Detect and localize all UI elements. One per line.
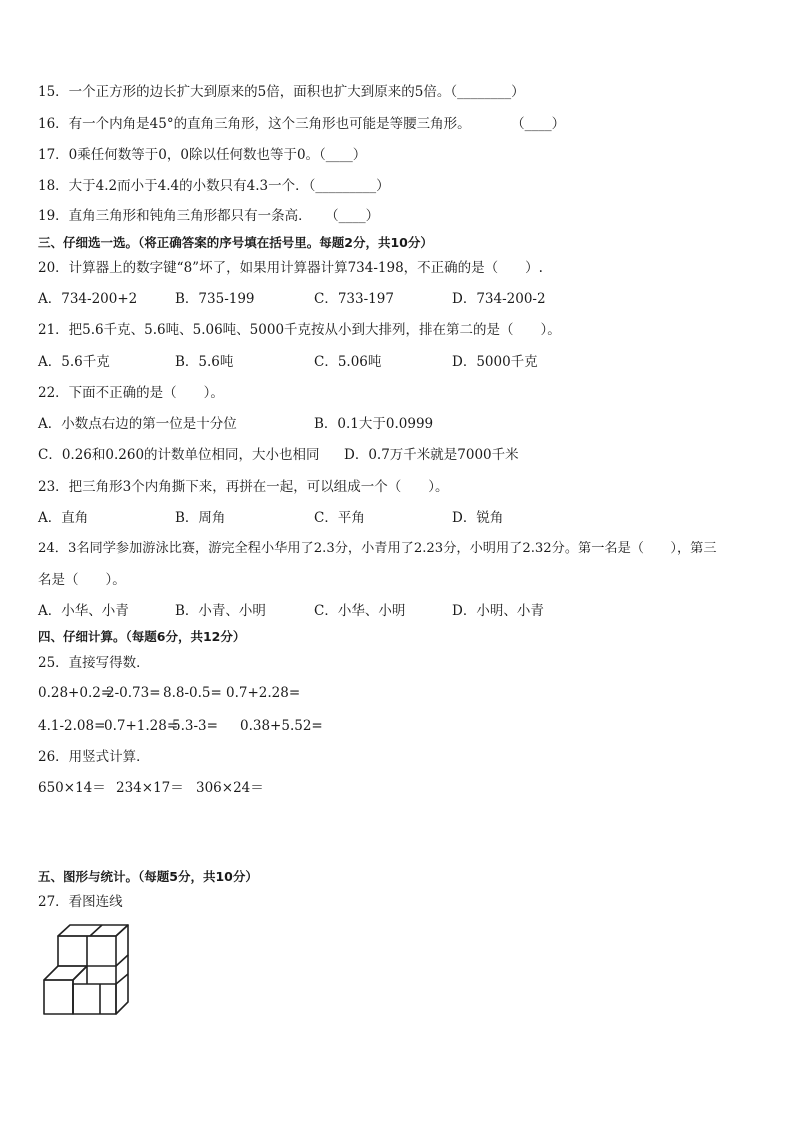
section-3-heading: 三、仔细选一选。（将正确答案的序号填在括号里。每题2分，共10分） xyxy=(38,235,433,250)
question-17: 17．0乘任何数等于0，0除以任何数也等于0。（____） xyxy=(38,147,367,163)
question-21: 21．把5.6千克、5.6吨、5.06吨、5000千克按从小到大排列，排在第二的是（ ）。 xyxy=(38,322,561,338)
option-c[interactable]: C．0.26和0.260的计数单位相同，大小也相同 xyxy=(38,447,320,463)
option-c[interactable]: C．平角 xyxy=(314,510,365,526)
question-22: 22．下面不正确的是（ ）。 xyxy=(38,385,224,401)
option-a[interactable]: A．直角 xyxy=(38,510,89,526)
expression: 4.1-2.08= xyxy=(38,718,106,734)
question-16: 16．有一个内角是45°的直角三角形，这个三角形也可能是等腰三角形。 （____） xyxy=(38,116,566,132)
option-b[interactable]: B．0.1大于0.0999 xyxy=(314,416,434,432)
section-5-heading: 五、图形与统计。（每题5分，共10分） xyxy=(38,869,258,884)
expression: 650×14＝ xyxy=(38,780,106,796)
question-23: 23．把三角形3个内角撕下来，再拼在一起，可以组成一个（ ）。 xyxy=(38,479,449,495)
cube-stack-figure xyxy=(38,922,130,1020)
cube-stack-drawing xyxy=(38,922,130,1020)
option-c[interactable]: C．733-197 xyxy=(314,291,394,307)
question-25: 25．直接写得数． xyxy=(38,655,150,671)
question-19: 19．直角三角形和钝角三角形都只有一条高． （____） xyxy=(38,208,380,224)
option-d[interactable]: D．5000千克 xyxy=(452,354,538,370)
option-d[interactable]: D．锐角 xyxy=(452,510,504,526)
question-27: 27．看图连线 xyxy=(38,894,123,910)
option-d[interactable]: D．小明、小青 xyxy=(452,603,544,619)
option-d[interactable]: D．734-200-2 xyxy=(452,291,546,307)
option-a[interactable]: A．小华、小青 xyxy=(38,603,129,619)
expression: 8.8-0.5= xyxy=(163,685,222,701)
question-26: 26．用竖式计算． xyxy=(38,749,150,765)
question-18: 18．大于4.2而小于4.4的小数只有4.3一个．（_________） xyxy=(38,178,390,194)
option-b[interactable]: B．5.6吨 xyxy=(175,354,234,370)
expression: 2-0.73= xyxy=(106,685,161,701)
expression: 0.28+0.2= xyxy=(38,685,113,701)
option-b[interactable]: B．735-199 xyxy=(175,291,255,307)
section-4-heading: 四、仔细计算。（每题6分，共12分） xyxy=(38,629,246,644)
expression: 306×24＝ xyxy=(196,780,264,796)
question-24-line-2: 名是（ ）。 xyxy=(38,572,126,588)
option-b[interactable]: B．小青、小明 xyxy=(175,603,266,619)
expression: 234×17＝ xyxy=(116,780,184,796)
expression: 0.7+1.28= xyxy=(104,718,179,734)
option-a[interactable]: A．734-200+2 xyxy=(38,291,138,307)
expression: 0.38+5.52= xyxy=(240,718,323,734)
option-d[interactable]: D．0.7万千米就是7000千米 xyxy=(344,447,519,463)
option-c[interactable]: C．小华、小明 xyxy=(314,603,406,619)
question-24-line-1: 24．3名同学参加游泳比赛，游完全程小华用了2.3分，小青用了2.23分，小明用了2.32分。第一名是（ ），第三 xyxy=(38,541,717,556)
expression: 0.7+2.28= xyxy=(226,685,301,701)
option-b[interactable]: B．周角 xyxy=(175,510,226,526)
option-c[interactable]: C．5.06吨 xyxy=(314,354,382,370)
option-a[interactable]: A．5.6千克 xyxy=(38,354,110,370)
question-15: 15．一个正方形的边长扩大到原来的5倍，面积也扩大到原来的5倍。（________） xyxy=(38,84,525,100)
option-a[interactable]: A．小数点右边的第一位是十分位 xyxy=(38,416,237,432)
question-20: 20．计算器上的数字键“8”坏了，如果用计算器计算734-198，不正确的是（ ）. xyxy=(38,260,543,276)
expression: 5.3-3= xyxy=(172,718,218,734)
